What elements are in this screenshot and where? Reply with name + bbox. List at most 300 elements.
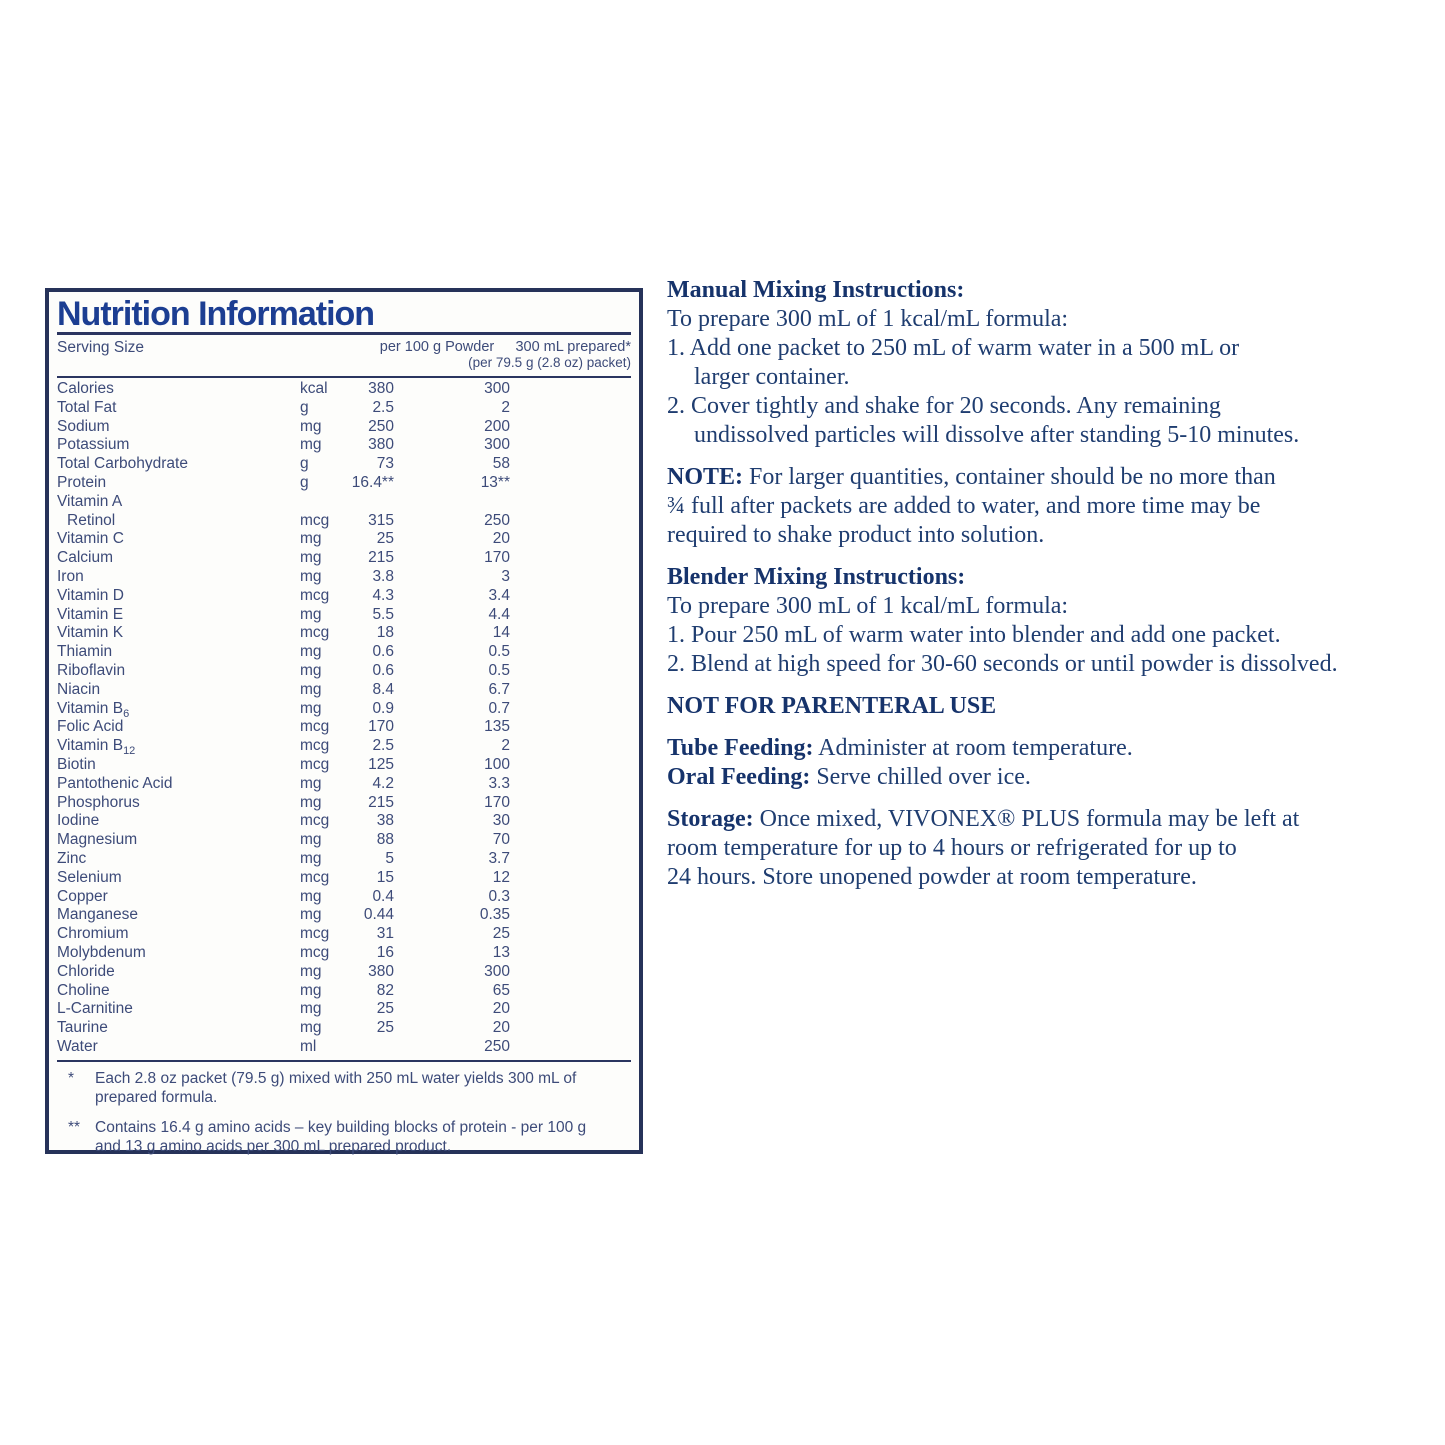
value-per-100g: 315 [368, 511, 394, 529]
instruction-line [667, 805, 1427, 834]
col-header-prepared-line2: (per 79.5 g (2.8 oz) packet) [468, 355, 631, 370]
nutrient-unit: mg [300, 1019, 322, 1037]
table-row [57, 1019, 631, 1038]
table-row [57, 662, 631, 681]
row-filler [510, 794, 631, 813]
nutrient-name [57, 794, 300, 813]
row-filler [510, 493, 631, 512]
value-per-100g: 16 [376, 943, 394, 961]
table-row [57, 643, 631, 662]
bold-lead: Blender Mixing Instructions: [667, 564, 966, 590]
table-row [57, 831, 631, 850]
nutrient-name-subscript: 12 [123, 745, 136, 758]
nutrient-unit: mcg [300, 624, 330, 642]
instruction-text: 2. Blend at high speed for 30-60 seconds or until powder is dissolved. [667, 651, 1338, 677]
nutrient-unit: mcg [300, 755, 330, 773]
row-filler [510, 888, 631, 907]
nutrient-name [57, 831, 300, 850]
nutrient-name-text: Niacin [57, 680, 101, 698]
instruction-block [667, 463, 1427, 550]
nutrient-name [57, 380, 300, 399]
serving-size-label: Serving Size [57, 339, 145, 356]
table-row [57, 436, 631, 455]
instruction-block [667, 334, 1427, 392]
table-row [57, 869, 631, 888]
value-per-100g: 4.3 [372, 586, 394, 604]
instruction-text: To prepare 300 mL of 1 kcal/mL formula: [667, 306, 1069, 332]
nutrient-name-text: Calcium [57, 549, 113, 567]
nutrient-unit: mg [300, 831, 322, 849]
nutrient-name [57, 455, 300, 474]
col-header-powder: per 100 g Powder [379, 339, 495, 355]
nutrient-name-text: Protein [57, 473, 107, 491]
nutrient-name [57, 587, 300, 606]
instruction-text: required to shake product into solution. [667, 522, 1045, 548]
table-row [57, 1000, 631, 1019]
instruction-text: 24 hours. Store unopened powder at room temperature. [667, 864, 1197, 890]
table-row [57, 1038, 631, 1057]
instruction-block [667, 734, 1427, 763]
nutrient-unit: mg [300, 906, 322, 924]
row-filler [510, 718, 631, 737]
row-filler [510, 418, 631, 437]
bold-lead: NOT FOR PARENTERAL USE [667, 693, 997, 719]
row-filler [510, 568, 631, 587]
row-filler [510, 775, 631, 794]
instruction-text: 1. Pour 250 mL of warm water into blender and add one packet. [667, 622, 1281, 648]
nutrient-unit: mcg [300, 737, 330, 755]
nutrient-name [57, 1000, 300, 1019]
nutrient-name [57, 850, 300, 869]
nutrient-name-text: Choline [57, 981, 110, 999]
nutrient-name-text: Selenium [57, 868, 122, 886]
instructions-panel [667, 276, 1427, 892]
instruction-text: To prepare 300 mL of 1 kcal/mL formula: [667, 593, 1069, 619]
nutrient-name-text: Sodium [57, 417, 110, 435]
row-filler [510, 1000, 631, 1019]
table-row [57, 850, 631, 869]
table-row [57, 549, 631, 568]
row-filler [510, 436, 631, 455]
nutrient-name [57, 925, 300, 944]
table-row [57, 737, 631, 756]
value-prepared: 14 [492, 624, 510, 642]
value-prepared: 0.5 [488, 643, 510, 661]
table-row [57, 700, 631, 719]
bold-lead: NOTE: [667, 464, 744, 490]
table-row [57, 418, 631, 437]
instruction-text: Administer at room temperature. [813, 735, 1133, 761]
nutrient-unit: mg [300, 549, 322, 567]
nutrition-table [57, 380, 631, 1057]
nutrient-unit: mg [300, 981, 322, 999]
instruction-text: undissolved particles will dissolve after standing 5-10 minutes. [694, 422, 1300, 448]
nutrient-name [57, 1019, 300, 1038]
row-filler [510, 869, 631, 888]
instruction-block [667, 692, 1427, 721]
nutrient-unit: mg [300, 567, 322, 585]
instruction-text: larger container. [694, 364, 850, 390]
bold-lead: Manual Mixing Instructions: [667, 277, 965, 303]
table-row [57, 888, 631, 907]
nutrient-name [57, 568, 300, 587]
instruction-line [667, 863, 1427, 892]
value-per-100g: 125 [368, 755, 394, 773]
header-rule [57, 376, 631, 378]
value-per-100g: 25 [376, 1019, 394, 1037]
value-per-100g: 215 [368, 793, 394, 811]
value-per-100g: 31 [376, 925, 394, 943]
nutrient-unit: mg [300, 1000, 322, 1018]
instruction-line [667, 521, 1427, 550]
nutrient-name [57, 775, 300, 794]
nutrient-name-text: Vitamin B [57, 699, 124, 717]
value-prepared: 4.4 [488, 605, 510, 623]
value-per-100g: 380 [368, 436, 394, 454]
nutrient-name-text: Zinc [57, 849, 87, 867]
nutrient-name-text: Folic Acid [57, 718, 124, 736]
row-filler [510, 963, 631, 982]
nutrient-name [57, 737, 300, 756]
instruction-block [667, 650, 1427, 679]
value-per-100g: 3.8 [372, 567, 394, 585]
value-prepared: 70 [492, 831, 510, 849]
instruction-line [667, 363, 1427, 392]
value-prepared: 300 [484, 380, 510, 397]
nutrient-name-text: Chloride [57, 962, 115, 980]
footnote-text: Each 2.8 oz packet (79.5 g) mixed with 250 mL water yields 300 mL of prepared formula. [95, 1069, 577, 1106]
value-prepared: 2 [501, 737, 510, 755]
nutrient-unit: mg [300, 793, 322, 811]
row-filler [510, 549, 631, 568]
value-per-100g: 38 [376, 812, 394, 830]
nutrient-name-text: Taurine [57, 1019, 108, 1037]
table-row [57, 718, 631, 737]
value-prepared: 3.3 [488, 774, 510, 792]
nutrient-name-text: Total Fat [57, 398, 117, 416]
instruction-block [667, 763, 1427, 792]
value-prepared: 250 [484, 511, 510, 529]
nutrient-name [57, 944, 300, 963]
value-per-100g [336, 493, 394, 512]
col-header-prepared [468, 339, 631, 371]
value-per-100g: 16.4** [351, 473, 394, 491]
value-prepared: 300 [484, 436, 510, 454]
nutrient-unit: mg [300, 699, 322, 717]
instruction-line [667, 834, 1427, 863]
instruction-block [667, 305, 1427, 334]
instruction-line [667, 421, 1427, 450]
value-prepared: 20 [492, 1019, 510, 1037]
value-prepared: 20 [492, 530, 510, 548]
value-prepared: 13** [480, 473, 510, 491]
instruction-line [667, 463, 1427, 492]
table-row [57, 812, 631, 831]
value-prepared: 100 [484, 755, 510, 773]
instruction-block [667, 276, 1427, 305]
instruction-line [667, 276, 1427, 305]
value-prepared [394, 493, 510, 512]
value-prepared: 25 [492, 925, 510, 943]
value-per-100g: 15 [376, 868, 394, 886]
value-per-100g: 25 [376, 1000, 394, 1018]
table-row [57, 794, 631, 813]
nutrient-name-text: Manganese [57, 906, 139, 924]
instruction-line [667, 621, 1427, 650]
nutrient-unit: mg [300, 661, 322, 679]
instruction-line [667, 592, 1427, 621]
nutrient-unit: mcg [300, 868, 330, 886]
nutrient-name [57, 436, 300, 455]
row-filler [510, 512, 631, 531]
table-row [57, 587, 631, 606]
row-filler [510, 474, 631, 493]
value-per-100g: 5.5 [372, 605, 394, 623]
row-filler [510, 812, 631, 831]
nutrient-name-text: Vitamin C [57, 530, 124, 548]
nutrient-name [57, 963, 300, 982]
value-prepared: 58 [492, 455, 510, 473]
value-prepared: 2 [501, 398, 510, 416]
row-filler [510, 925, 631, 944]
nutrient-name-text: Vitamin D [57, 586, 124, 604]
value-per-100g: 73 [376, 455, 394, 473]
row-filler [510, 700, 631, 719]
value-per-100g: 4.2 [372, 774, 394, 792]
value-per-100g: 170 [368, 718, 394, 736]
instruction-line [667, 392, 1427, 421]
nutrient-unit: mg [300, 849, 322, 867]
nutrient-name [57, 643, 300, 662]
row-filler [510, 1019, 631, 1038]
instruction-block [667, 621, 1427, 650]
instruction-text: Once mixed, VIVONEX® PLUS formula may be left at [753, 806, 1300, 832]
nutrient-unit: mg [300, 962, 322, 980]
nutrient-name-text: Iron [57, 567, 84, 585]
nutrient-name-text: Water [57, 1037, 98, 1055]
nutrient-name-text: Calories [57, 380, 114, 397]
table-row [57, 474, 631, 493]
table-row [57, 925, 631, 944]
nutrient-name-text: Vitamin A [57, 492, 123, 510]
nutrient-name [57, 906, 300, 925]
row-filler [510, 399, 631, 418]
table-row [57, 606, 631, 625]
nutrient-name [57, 512, 300, 531]
value-prepared: 135 [484, 718, 510, 736]
value-per-100g: 2.5 [372, 398, 394, 416]
nutrient-unit: kcal [300, 380, 328, 397]
value-per-100g: 82 [376, 981, 394, 999]
value-per-100g: 2.5 [372, 737, 394, 755]
row-filler [510, 606, 631, 625]
nutrient-name-text: Copper [57, 887, 108, 905]
nutrient-unit: mg [300, 774, 322, 792]
nutrient-unit: mg [300, 887, 322, 905]
nutrient-name [57, 418, 300, 437]
value-per-100g: 88 [376, 831, 394, 849]
value-prepared: 200 [484, 417, 510, 435]
nutrient-unit: mcg [300, 586, 330, 604]
value-prepared: 65 [492, 981, 510, 999]
table-row [57, 624, 631, 643]
nutrient-name-text: Vitamin K [57, 624, 124, 642]
value-per-100g: 0.44 [363, 906, 394, 924]
nutrient-name-text: Iodine [57, 812, 100, 830]
nutrient-name-subscript: 6 [123, 707, 130, 720]
instruction-block [667, 805, 1427, 892]
value-prepared: 13 [492, 943, 510, 961]
value-per-100g: 18 [376, 624, 394, 642]
nutrient-unit: g [300, 398, 309, 416]
nutrient-name [57, 700, 300, 719]
nutrient-name-text: Chromium [57, 925, 129, 943]
table-row [57, 399, 631, 418]
value-prepared: 3 [501, 567, 510, 585]
nutrient-name [57, 982, 300, 1001]
table-row [57, 568, 631, 587]
instruction-line [667, 650, 1427, 679]
row-filler [510, 643, 631, 662]
value-per-100g: 5 [385, 849, 394, 867]
nutrient-unit: mg [300, 605, 322, 623]
footnote-marker: ** [68, 1118, 81, 1136]
instruction-text: For larger quantities, container should be no more than [743, 464, 1276, 490]
nutrient-unit: mcg [300, 925, 330, 943]
footnote [57, 1069, 631, 1107]
instruction-block [667, 592, 1427, 621]
instruction-block [667, 563, 1427, 592]
value-prepared: 6.7 [488, 680, 510, 698]
row-filler [510, 850, 631, 869]
nutrient-name-text: Molybdenum [57, 943, 146, 961]
table-row [57, 455, 631, 474]
nutrient-unit: mcg [300, 943, 330, 961]
value-prepared: 0.35 [479, 906, 510, 924]
nutrient-unit: g [300, 473, 309, 491]
value-prepared: 3.4 [488, 586, 510, 604]
value-per-100g: 0.6 [372, 661, 394, 679]
nutrient-unit: mg [300, 680, 322, 698]
instruction-line [667, 734, 1427, 763]
nutrient-name-text: Thiamin [57, 643, 113, 661]
footnotes [57, 1060, 631, 1156]
value-prepared: 30 [492, 812, 510, 830]
table-row [57, 963, 631, 982]
nutrient-name [57, 662, 300, 681]
nutrient-name [57, 399, 300, 418]
nutrient-unit: mcg [300, 812, 330, 830]
table-row [57, 944, 631, 963]
row-filler [510, 455, 631, 474]
value-per-100g: 0.6 [372, 643, 394, 661]
value-prepared: 170 [484, 793, 510, 811]
value-per-100g: 0.9 [372, 699, 394, 717]
instruction-text: Serve chilled over ice. [810, 764, 1031, 790]
value-per-100g: 25 [376, 530, 394, 548]
table-row [57, 530, 631, 549]
nutrient-name [57, 681, 300, 700]
row-filler [510, 624, 631, 643]
instruction-text: room temperature for up to 4 hours or refrigerated for up to [667, 835, 1237, 861]
nutrient-unit: g [300, 455, 309, 473]
nutrient-name [57, 888, 300, 907]
table-row [57, 775, 631, 794]
instruction-block [667, 392, 1427, 450]
row-filler [510, 587, 631, 606]
row-filler [510, 1038, 631, 1057]
nutrient-name-text: Vitamin E [57, 605, 124, 623]
value-prepared: 170 [484, 549, 510, 567]
value-per-100g [336, 1038, 394, 1057]
bold-lead: Oral Feeding: [667, 764, 811, 790]
column-headers [57, 335, 631, 376]
value-per-100g: 380 [368, 380, 394, 397]
nutrient-unit: mg [300, 530, 322, 548]
nutrient-name [57, 624, 300, 643]
nutrient-name-text: Vitamin B [57, 737, 124, 755]
nutrient-name [57, 718, 300, 737]
row-filler [510, 944, 631, 963]
table-row [57, 982, 631, 1001]
value-prepared: 3.7 [488, 849, 510, 867]
row-filler [510, 380, 631, 399]
row-filler [510, 906, 631, 925]
instruction-line [667, 334, 1427, 363]
instruction-text: 1. Add one packet to 250 mL of warm water in a 500 mL or [667, 335, 1240, 361]
table-row [57, 493, 631, 512]
nutrient-unit: mg [300, 643, 322, 661]
footnote-marker: * [68, 1069, 75, 1087]
table-row [57, 906, 631, 925]
nutrient-name-text: Retinol [67, 511, 116, 529]
nutrient-unit: mg [300, 417, 322, 435]
value-per-100g: 250 [368, 417, 394, 435]
row-filler [510, 737, 631, 756]
value-per-100g: 215 [368, 549, 394, 567]
value-prepared: 250 [484, 1037, 510, 1055]
instruction-text: 2. Cover tightly and shake for 20 seconds. Any remaining [667, 393, 1221, 419]
nutrient-name [57, 474, 300, 493]
instruction-line [667, 563, 1427, 592]
nutrient-unit: mg [300, 436, 322, 454]
footnote-text: Contains 16.4 g amino acids – key building blocks of protein - per 100 g and 13 g amino acids per 300 mL prepared product. [95, 1118, 587, 1155]
panel-title: Nutrition Information [57, 295, 375, 333]
value-prepared: 300 [484, 962, 510, 980]
nutrient-unit [300, 493, 336, 512]
instruction-line [667, 692, 1427, 721]
row-filler [510, 831, 631, 850]
nutrient-name [57, 869, 300, 888]
instruction-line [667, 763, 1427, 792]
nutrient-name-text: Riboflavin [57, 661, 126, 679]
value-per-100g: 8.4 [372, 680, 394, 698]
table-row [57, 756, 631, 775]
nutrient-name [57, 756, 300, 775]
instruction-line [667, 305, 1427, 334]
nutrient-name-text: Magnesium [57, 831, 138, 849]
nutrient-name-text: Phosphorus [57, 793, 140, 811]
nutrient-name-text: Potassium [57, 436, 130, 454]
value-per-100g: 0.4 [372, 887, 394, 905]
row-filler [510, 530, 631, 549]
nutrient-name [57, 549, 300, 568]
table-row [57, 681, 631, 700]
nutrient-name-text: L-Carnitine [57, 1000, 133, 1018]
nutrient-unit: mcg [300, 718, 330, 736]
row-filler [510, 982, 631, 1001]
value-prepared: 12 [492, 868, 510, 886]
